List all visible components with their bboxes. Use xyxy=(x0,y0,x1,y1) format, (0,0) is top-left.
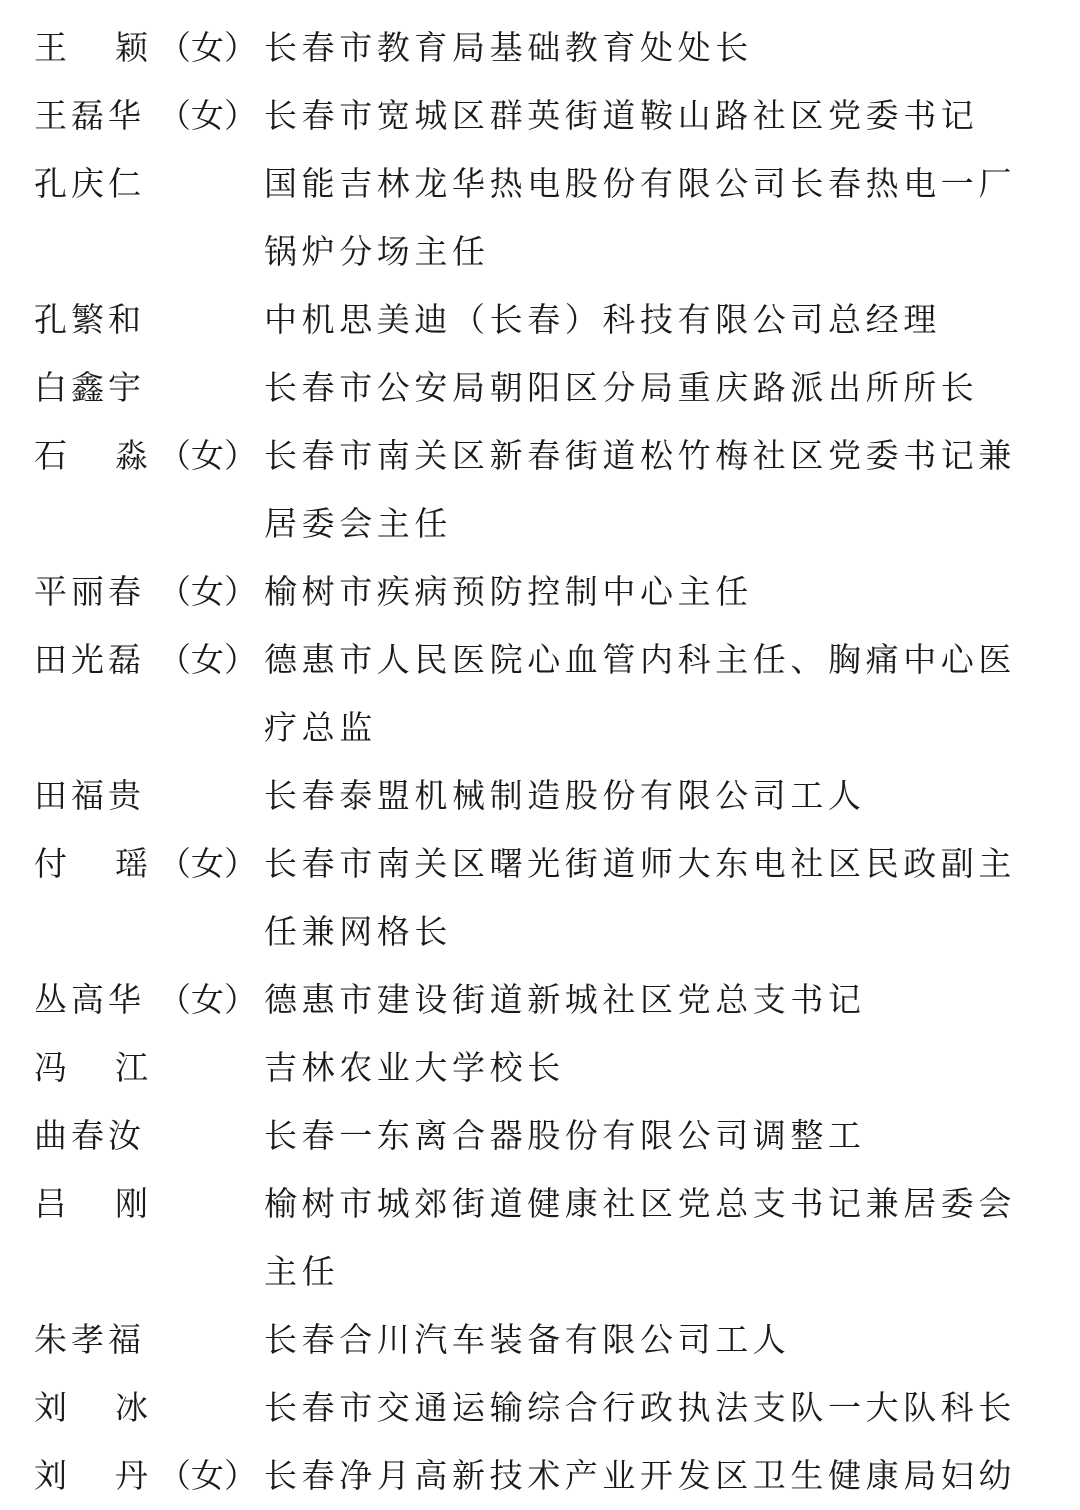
person-position: 长春净月高新技术产业开发区卫生健康局妇幼 xyxy=(264,1456,1016,1495)
person-name: 王磊华 （女） xyxy=(34,82,264,150)
person-position: 长春合川汽车装备有限公司工人 xyxy=(264,1320,791,1359)
person-name: 田福贵 xyxy=(34,776,145,815)
gender-note: （女） xyxy=(158,980,257,1019)
person-position: 长春市南关区新春街道松竹梅社区党委书记兼 居委会主任 xyxy=(264,436,1016,543)
person-name: 吕 刚 xyxy=(34,1184,152,1223)
person-position: 长春市公安局朝阳区分局重庆路派出所所长 xyxy=(264,368,979,407)
person-position: 长春市教育局基础教育处处长 xyxy=(264,28,753,67)
person-position: 长春市宽城区群英街道鞍山路社区党委书记 xyxy=(264,96,979,135)
person-name: 白鑫宇 xyxy=(34,368,145,407)
person-position: 榆树市城郊街道健康社区党总支书记兼居委会 主任 xyxy=(264,1184,1016,1291)
person-name: 孔庆仁 xyxy=(34,164,145,203)
gender-note: （女） xyxy=(158,572,257,611)
person-name: 冯 江 xyxy=(34,1048,152,1087)
person-name: 石 淼 （女） xyxy=(34,422,264,490)
person-position: 中机思美迪（长春）科技有限公司总经理 xyxy=(264,300,941,339)
person-position: 榆树市疾病预防控制中心主任 xyxy=(264,572,753,611)
person-name: 朱孝福 xyxy=(34,1320,145,1359)
person-position: 德惠市建设街道新城社区党总支书记 xyxy=(264,980,866,1019)
person-name: 田光磊 （女） xyxy=(34,626,264,694)
gender-note: （女） xyxy=(158,844,257,883)
person-position: 国能吉林龙华热电股份有限公司长春热电一厂 锅炉分场主任 xyxy=(264,164,1016,271)
person-position: 长春市交通运输综合行政执法支队一大队科长 xyxy=(264,1388,1016,1427)
person-name: 丛高华 （女） xyxy=(34,966,264,1034)
person-name: 刘 丹 （女） xyxy=(34,1442,264,1510)
person-name: 曲春汝 xyxy=(34,1116,145,1155)
person-position: 德惠市人民医院心血管内科主任、胸痛中心医 疗总监 xyxy=(264,640,1016,747)
gender-note: （女） xyxy=(158,96,257,135)
gender-note: （女） xyxy=(158,28,257,67)
person-position: 长春市南关区曙光街道师大东电社区民政副主 任兼网格长 xyxy=(264,844,1016,951)
gender-note: （女） xyxy=(158,640,257,679)
person-name: 孔繁和 xyxy=(34,300,145,339)
gender-note: （女） xyxy=(158,1456,257,1495)
person-position: 吉林农业大学校长 xyxy=(264,1048,565,1087)
person-position: 长春一东离合器股份有限公司调整工 xyxy=(264,1116,866,1155)
person-position: 长春泰盟机械制造股份有限公司工人 xyxy=(264,776,866,815)
person-name: 付 瑶 （女） xyxy=(34,830,264,898)
person-name: 王 颖 （女） xyxy=(34,14,264,82)
person-name: 刘 冰 xyxy=(34,1388,152,1427)
gender-note: （女） xyxy=(158,436,257,475)
person-name: 平丽春 （女） xyxy=(34,558,264,626)
